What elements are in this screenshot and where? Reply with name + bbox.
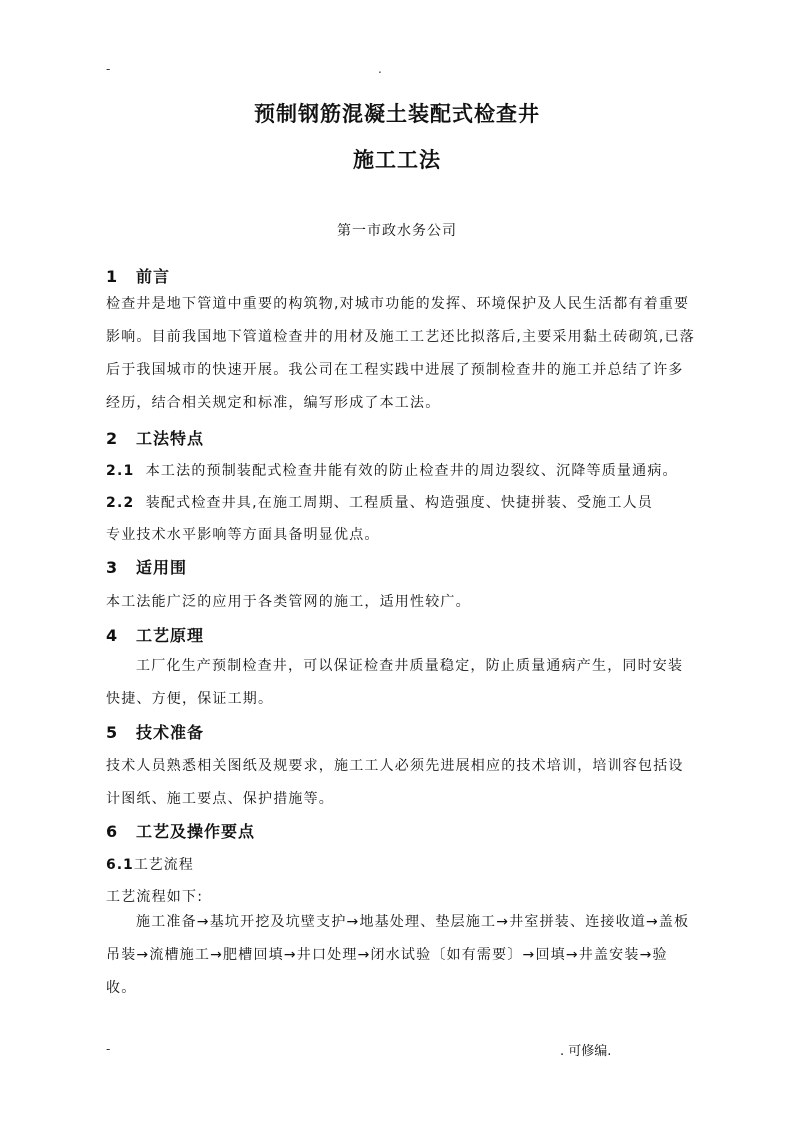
flow-intro xyxy=(106,886,696,906)
section-5-heading xyxy=(106,720,204,743)
section-title: 技术准备 xyxy=(136,723,205,742)
subsection-number: 6.1 xyxy=(106,857,134,873)
section-title: 前言 xyxy=(136,267,171,286)
paragraph-2-2 xyxy=(106,492,696,512)
flow-intro-text: 工艺流程如下: xyxy=(106,889,204,905)
paragraph-preface: 检查井是地下管道中重要的构筑物,对城市功能的发挥、环境保护及人民生活都有着重要影响。目前我国地下管道检查井的用材及施工工艺还比拟落后,主要采用黏土砖砌筑,已落后于我国城市的快速开展。我公司在工程实践中进展了预制检查井的施工并总结了许多经历，结合相关规定和标准，编写形成了本工法。 xyxy=(106,296,695,411)
subsection-title: 工艺流程 xyxy=(133,857,194,873)
document-subtitle: 施工工法 xyxy=(353,147,441,172)
section-title: 适用围 xyxy=(136,558,188,577)
item-text: 本工法的预制装配式检查井能有效的防止检查井的周边裂纹、沉降等质量通病。 xyxy=(145,463,678,479)
header-mark-left: - xyxy=(106,62,111,76)
section-4-heading xyxy=(106,623,204,646)
section-number: 3 xyxy=(106,558,119,577)
section-number: 1 xyxy=(106,267,119,286)
paragraph-scope xyxy=(106,591,696,611)
section-number: 4 xyxy=(106,626,119,645)
section-number: 6 xyxy=(106,822,119,841)
item-text: 装配式检查井具,在施工周期、工程质量、构造强度、快捷拼装、受施工人员 xyxy=(145,495,653,511)
item-number: 2.2 xyxy=(106,495,135,511)
item-number: 2.1 xyxy=(106,463,135,479)
process-flow: 施工准备→基坑开挖及坑壁支护→地基处理、垫层施工→井室拼装、连接收道→盖板吊装→流槽施工→肥槽回填→井口处理→闭水试验〔如有需要〕→回填→井盖安装→验收。 xyxy=(106,914,690,996)
paragraph-2-1 xyxy=(106,460,696,480)
section-6-heading xyxy=(106,819,255,842)
author: 第一市政水务公司 xyxy=(337,223,457,239)
paragraph-preparation: 技术人员熟悉相关图纸及规要求，施工工人必须先进展相应的技术培训，培训容包括设计图纸、施工要点、保护措施等。 xyxy=(106,758,684,807)
subsection-6-1 xyxy=(106,854,194,874)
section-number: 5 xyxy=(106,723,119,742)
section-3-heading xyxy=(106,555,187,578)
section-title: 工艺及操作要点 xyxy=(136,822,256,841)
footer-editable-note: . 可修编. xyxy=(560,1044,612,1059)
section-title: 工艺原理 xyxy=(136,626,205,645)
section-number: 2 xyxy=(106,429,119,448)
header-mark-center: . xyxy=(378,62,382,76)
scope-text: 本工法能广泛的应用于各类管网的施工，适用性较广。 xyxy=(106,594,471,610)
section-title: 工法特点 xyxy=(136,429,205,448)
document-title: 预制钢筋混凝土装配式检查井 xyxy=(254,101,540,126)
paragraph-principle: 工厂化生产预制检查井，可以保证检查井质量稳定，防止质量通病产生，同时安装快捷、方便，保证工期。 xyxy=(106,658,684,707)
section-2-heading xyxy=(106,426,204,449)
section-1-heading xyxy=(106,264,170,287)
footer-mark-left: - xyxy=(106,1042,111,1056)
paragraph-2-2-cont: 专业技术水平影响等方面具备明显优点。 xyxy=(106,527,380,543)
